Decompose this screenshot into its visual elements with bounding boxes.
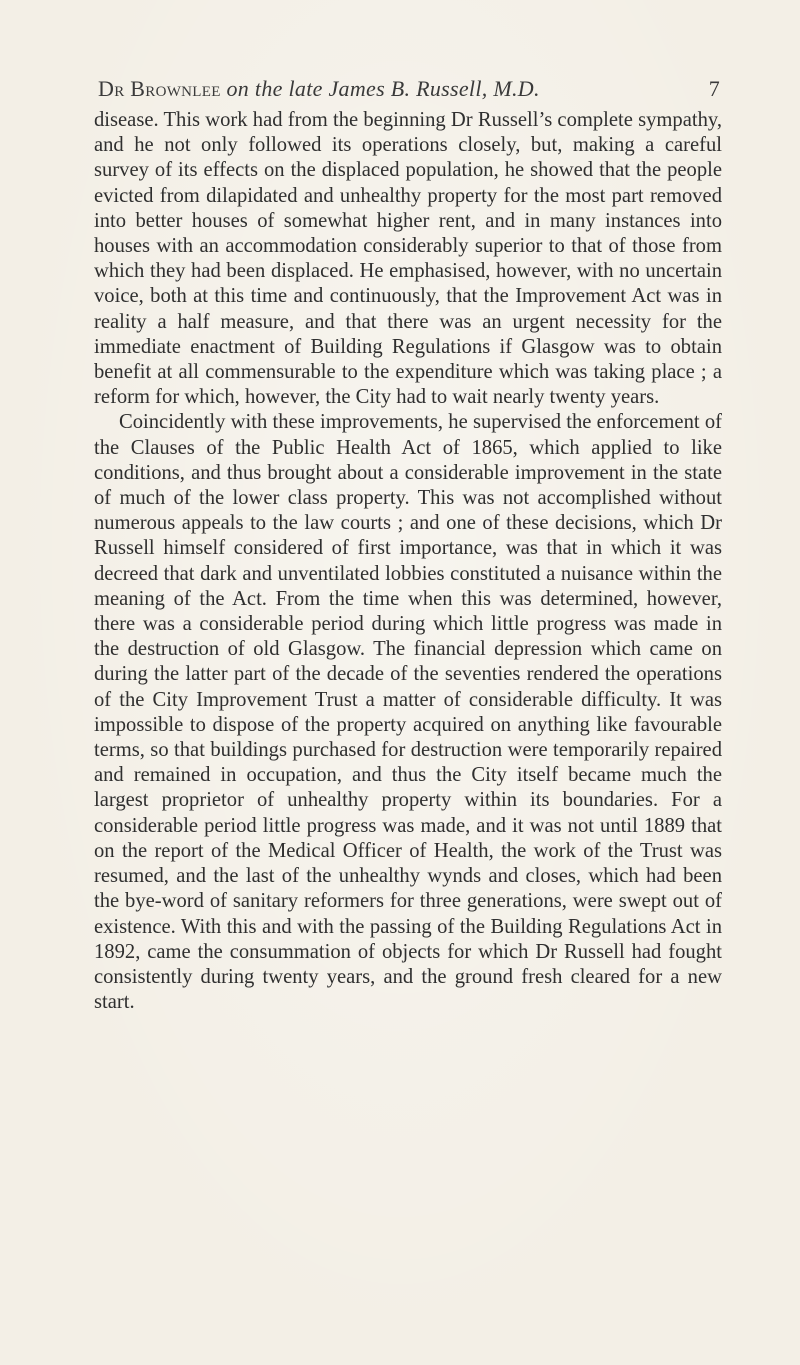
running-head-author: Dr Brownlee xyxy=(98,76,221,101)
paragraph-2: Coincidently with these improvements, he supervised the enforcement of the Clauses of the Public Health Act of 1865, which applied to like conditions, and thus brought about a considerable improvement in the state of much of the lower class property. This was not accomplished without numerous appeals to the law courts ; and one of these decisions, which Dr Russell himself considered of first importance, was that in which it was decreed that dark and unventilated lobbies constituted a nuisance within the meaning of the Act. From the time when this was determined, however, there was a considerable period during which little progress was made in the destruction of old Glasgow. The financial depression which came on during the latter part of the decade of the seventies rendered the operations of the City Improvement Trust a matter of considerable difficulty. It was impossible to dispose of the property acquired on anything like favourable terms, so that buildings purchased for destruction were temporarily repaired and remained in occupation, and thus the City itself became much the largest proprietor of unhealthy property within its boundaries. For a considerable period little progress was made, and it was not until 1889 that on the report of the Medical Officer of Health, the work of the Trust was resumed, and the last of the unhealthy wynds and closes, which had been the bye-word of sanitary reformers for three generations, were swept out of existence. With this and with the passing of the Building Regulations Act in 1892, came the consummation of objects for which Dr Russell had fought consistently during twenty years, and the ground fresh cleared for a new start. xyxy=(94,411,722,1014)
body-text xyxy=(94,108,722,1015)
running-head-title xyxy=(98,76,540,102)
running-head-subject: the late James B. Russell, M.D. xyxy=(254,76,540,101)
running-head-connector: on xyxy=(226,76,250,101)
running-head xyxy=(98,76,720,110)
page-number: 7 xyxy=(708,76,720,101)
paragraph-1: disease. This work had from the beginning Dr Russell’s complete sympathy, and he not only followed its operations closely, but, making a careful survey of its effects on the displaced population, he showed that the people evicted from dilapidated and unhealthy property for the most part removed into better houses of somewhat higher rent, and in many instances into houses with an accommodation considerably superior to that of those from which they had been displaced. He emphasised, however, with no uncertain voice, both at this time and continuously, that the Improvement Act was in reality a half measure, and that there was an urgent necessity for the immediate enactment of Building Regulations if Glasgow was to obtain benefit at all commensurable to the expenditure which was taking place ; a reform for which, however, the City had to wait nearly twenty years. xyxy=(94,109,722,409)
